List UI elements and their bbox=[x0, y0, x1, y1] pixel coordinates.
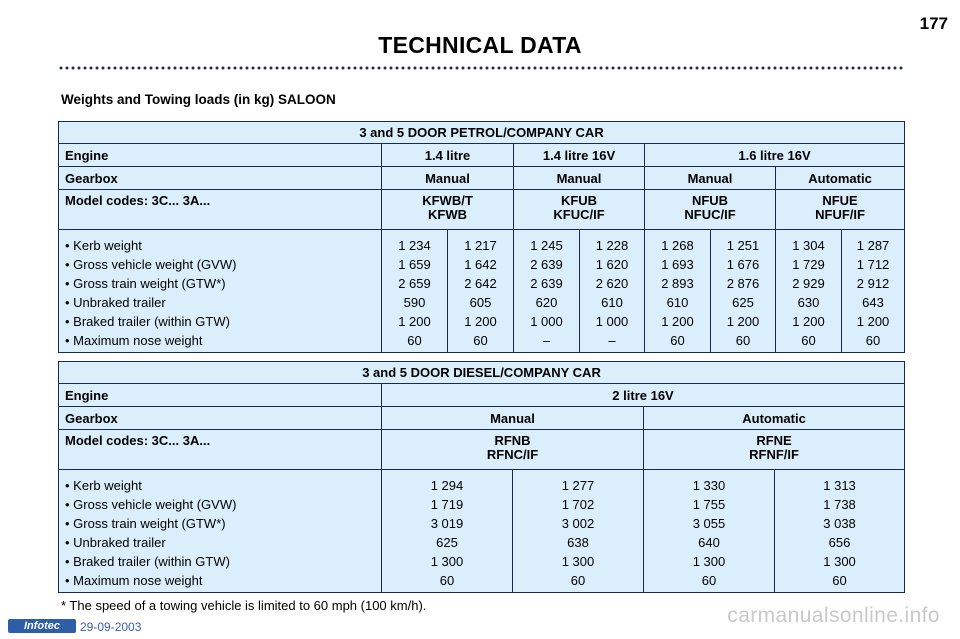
gearbox-label: Gearbox bbox=[59, 167, 382, 190]
weight-value: 1 300 bbox=[382, 552, 513, 571]
row-label: • Gross vehicle weight (GVW) bbox=[59, 255, 382, 274]
weight-value: 60 bbox=[776, 331, 842, 353]
row-label: • Kerb weight bbox=[59, 470, 382, 496]
weight-value: 590 bbox=[382, 293, 448, 312]
engine-header: 1.4 litre 16V bbox=[514, 144, 645, 167]
weight-value: 1 268 bbox=[645, 230, 711, 256]
weight-value: 620 bbox=[514, 293, 580, 312]
weight-value: 60 bbox=[775, 571, 905, 593]
weight-value: 638 bbox=[513, 533, 644, 552]
weight-value: 1 729 bbox=[776, 255, 842, 274]
weight-value: 610 bbox=[580, 293, 645, 312]
table-row bbox=[59, 571, 905, 593]
row-label: • Maximum nose weight bbox=[59, 331, 382, 353]
weight-value: 2 642 bbox=[448, 274, 514, 293]
weight-value: 1 200 bbox=[645, 312, 711, 331]
weight-value: 1 693 bbox=[645, 255, 711, 274]
model-codes-label: Model codes: 3C... 3A... bbox=[59, 190, 382, 230]
weight-value: 60 bbox=[711, 331, 776, 353]
weight-value: 625 bbox=[382, 533, 513, 552]
gearbox-header: Automatic bbox=[776, 167, 905, 190]
weight-value: 2 929 bbox=[776, 274, 842, 293]
weight-value: – bbox=[514, 331, 580, 353]
weight-value: 1 000 bbox=[580, 312, 645, 331]
weight-value: 1 702 bbox=[513, 495, 644, 514]
weight-value: 2 639 bbox=[514, 255, 580, 274]
model-codes-label: Model codes: 3C... 3A... bbox=[59, 430, 382, 470]
model-code-cell: KFWB/T KFWB bbox=[382, 190, 514, 230]
weight-value: 1 000 bbox=[514, 312, 580, 331]
model-code-cell: RFNE RFNF/IF bbox=[644, 430, 905, 470]
weight-value: 60 bbox=[644, 571, 775, 593]
infotec-logo: Infotec bbox=[8, 619, 76, 633]
gearbox-header: Automatic bbox=[644, 407, 905, 430]
weight-value: 1 755 bbox=[644, 495, 775, 514]
weight-value: 1 300 bbox=[513, 552, 644, 571]
weight-value: 610 bbox=[645, 293, 711, 312]
row-label: • Unbraked trailer bbox=[59, 293, 382, 312]
weight-value: 1 200 bbox=[776, 312, 842, 331]
footer-date: 29-09-2003 bbox=[80, 620, 142, 634]
gearbox-header: Manual bbox=[514, 167, 645, 190]
petrol-table-caption: 3 and 5 DOOR PETROL/COMPANY CAR bbox=[59, 122, 905, 144]
weight-value: 3 038 bbox=[775, 514, 905, 533]
table-row bbox=[59, 514, 905, 533]
weight-value: 1 200 bbox=[448, 312, 514, 331]
table-row bbox=[59, 274, 905, 293]
weight-value: 3 002 bbox=[513, 514, 644, 533]
weight-value: 2 659 bbox=[382, 274, 448, 293]
table-row bbox=[59, 255, 905, 274]
engine-header: 2 litre 16V bbox=[382, 384, 905, 407]
weight-value: 625 bbox=[711, 293, 776, 312]
weight-value: 2 912 bbox=[842, 274, 905, 293]
weight-value: 1 245 bbox=[514, 230, 580, 256]
row-label: • Gross vehicle weight (GVW) bbox=[59, 495, 382, 514]
table-row bbox=[59, 230, 905, 256]
engine-header: 1.4 litre bbox=[382, 144, 514, 167]
weight-value: 2 620 bbox=[580, 274, 645, 293]
engine-label: Engine bbox=[59, 144, 382, 167]
row-label: • Gross train weight (GTW*) bbox=[59, 274, 382, 293]
weight-value: 60 bbox=[645, 331, 711, 353]
diesel-weights-table bbox=[58, 361, 905, 593]
page-title: TECHNICAL DATA bbox=[378, 32, 582, 58]
row-label: • Kerb weight bbox=[59, 230, 382, 256]
row-label: • Braked trailer (within GTW) bbox=[59, 552, 382, 571]
weight-value: 2 876 bbox=[711, 274, 776, 293]
weight-value: 1 300 bbox=[775, 552, 905, 571]
engine-header: 1.6 litre 16V bbox=[645, 144, 905, 167]
weight-value: 60 bbox=[382, 331, 448, 353]
diesel-data-rows bbox=[59, 470, 905, 593]
weight-value: 1 642 bbox=[448, 255, 514, 274]
weight-value: 3 019 bbox=[382, 514, 513, 533]
table-row bbox=[59, 533, 905, 552]
row-label: • Maximum nose weight bbox=[59, 571, 382, 593]
row-label: • Unbraked trailer bbox=[59, 533, 382, 552]
weight-value: 656 bbox=[775, 533, 905, 552]
weight-value: 630 bbox=[776, 293, 842, 312]
table-row bbox=[59, 312, 905, 331]
weight-value: 1 228 bbox=[580, 230, 645, 256]
weight-value: 1 676 bbox=[711, 255, 776, 274]
model-code-cell: NFUE NFUF/IF bbox=[776, 190, 905, 230]
page-number: 177 bbox=[919, 14, 948, 33]
petrol-weights-table bbox=[58, 121, 905, 353]
table-row bbox=[59, 495, 905, 514]
weight-value: 1 300 bbox=[644, 552, 775, 571]
petrol-data-rows bbox=[59, 230, 905, 353]
title-divider bbox=[58, 66, 904, 70]
row-label: • Braked trailer (within GTW) bbox=[59, 312, 382, 331]
model-code-cell: RFNB RFNC/IF bbox=[382, 430, 644, 470]
weight-value: 60 bbox=[382, 571, 513, 593]
table-row bbox=[59, 552, 905, 571]
gearbox-header: Manual bbox=[382, 407, 644, 430]
weight-value: 1 719 bbox=[382, 495, 513, 514]
weight-value: 643 bbox=[842, 293, 905, 312]
weight-value: 1 712 bbox=[842, 255, 905, 274]
gearbox-label: Gearbox bbox=[59, 407, 382, 430]
gearbox-header: Manual bbox=[645, 167, 776, 190]
weight-value: 2 639 bbox=[514, 274, 580, 293]
weight-value: 1 200 bbox=[382, 312, 448, 331]
diesel-table-caption: 3 and 5 DOOR DIESEL/COMPANY CAR bbox=[59, 362, 905, 384]
weight-value: 1 738 bbox=[775, 495, 905, 514]
weight-value: – bbox=[580, 331, 645, 353]
model-code-cell: KFUB KFUC/IF bbox=[514, 190, 645, 230]
table-row bbox=[59, 331, 905, 353]
weight-value: 1 313 bbox=[775, 470, 905, 496]
table-row bbox=[59, 470, 905, 496]
row-label: • Gross train weight (GTW*) bbox=[59, 514, 382, 533]
model-code-cell: NFUB NFUC/IF bbox=[645, 190, 776, 230]
table-row bbox=[59, 293, 905, 312]
weight-value: 1 330 bbox=[644, 470, 775, 496]
weight-value: 1 200 bbox=[842, 312, 905, 331]
weight-value: 1 287 bbox=[842, 230, 905, 256]
weight-value: 640 bbox=[644, 533, 775, 552]
towing-speed-footnote: * The speed of a towing vehicle is limited to 60 mph (100 km/h). bbox=[61, 598, 427, 613]
weight-value: 60 bbox=[842, 331, 905, 353]
weight-value: 60 bbox=[448, 331, 514, 353]
gearbox-header: Manual bbox=[382, 167, 514, 190]
watermark: carmanualsonline.info bbox=[727, 604, 940, 627]
weight-value: 1 294 bbox=[382, 470, 513, 496]
weight-value: 1 200 bbox=[711, 312, 776, 331]
weight-value: 1 659 bbox=[382, 255, 448, 274]
weight-value: 2 893 bbox=[645, 274, 711, 293]
weight-value: 3 055 bbox=[644, 514, 775, 533]
weight-value: 1 277 bbox=[513, 470, 644, 496]
weight-value: 1 234 bbox=[382, 230, 448, 256]
weight-value: 1 304 bbox=[776, 230, 842, 256]
weight-value: 605 bbox=[448, 293, 514, 312]
engine-label: Engine bbox=[59, 384, 382, 407]
weight-value: 60 bbox=[513, 571, 644, 593]
weight-value: 1 217 bbox=[448, 230, 514, 256]
weight-value: 1 620 bbox=[580, 255, 645, 274]
weight-value: 1 251 bbox=[711, 230, 776, 256]
section-heading: Weights and Towing loads (in kg) SALOON bbox=[61, 92, 336, 107]
